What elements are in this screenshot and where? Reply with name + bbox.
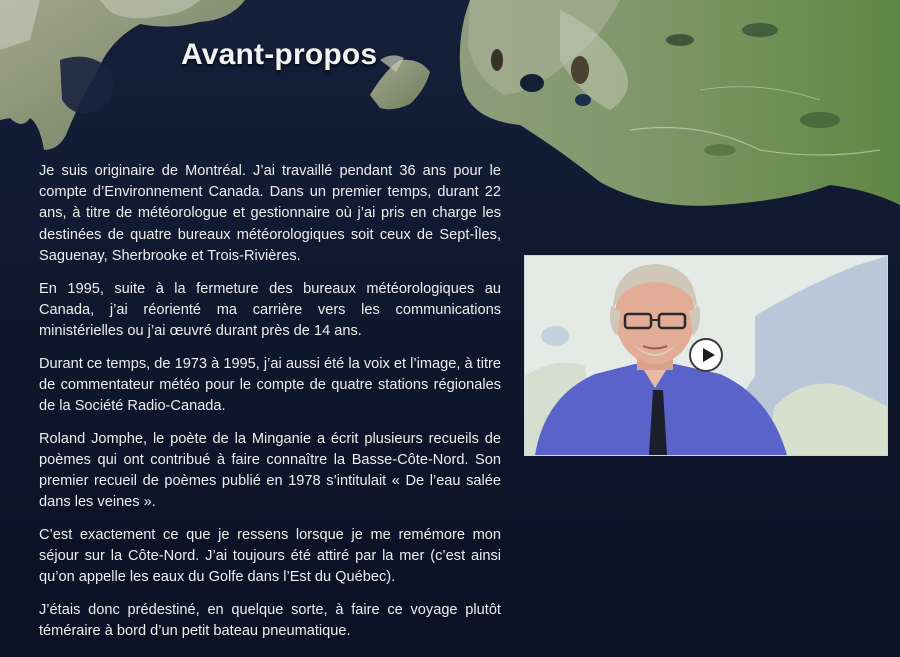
paragraph: Je suis originaire de Montréal. J’ai travaillé pendant 36 ans pour le compte d’Environnement Canada. Dans un premier temps, durant 22 ans, à titre de météorologue et gestionnaire où j’ai pris en charge les destinées de quatre bureaux météorologiques soit ceux de Sept-Îles, Saguenay, Sherbrooke et Trois-Rivières. (39, 163, 501, 264)
foreword-text (39, 161, 501, 654)
paragraph: J’étais donc prédestiné, en quelque sorte, à faire ce voyage plutôt téméraire à bord d’un petit bateau pneumatique. (39, 602, 501, 640)
play-icon[interactable] (689, 338, 723, 372)
paragraph: En 1995, suite à la fermeture des bureaux météorologiques au Canada, j’ai réorienté ma carrière vers les communications ministérielles ou j’ai œuvré durant près de 14 ans. (39, 280, 501, 339)
paragraph: C’est exactement ce que je ressens lorsque je me remémore mon séjour sur la Côte-Nord. J’ai toujours été attiré par la mer (c’est ainsi qu’on appelle les eaux du Golfe dans l’Est du Québec). (39, 527, 501, 586)
paragraph: Durant ce temps, de 1973 à 1995, j’ai aussi été la voix et l’image, à titre de commentateur météo pour le compte de quatre stations régionales de la Société Radio-Canada. (39, 355, 501, 415)
page-title: Avant-propos (181, 38, 378, 71)
paragraph: Roland Jomphe, le poète de la Minganie a écrit plusieurs recueils de poèmes qui ont contribué à faire connaître la Basse-Côte-Nord. Son premier recueil de poèmes publié en 1978 s’intitulait « De l’eau salée dans les veines ». (39, 430, 501, 511)
